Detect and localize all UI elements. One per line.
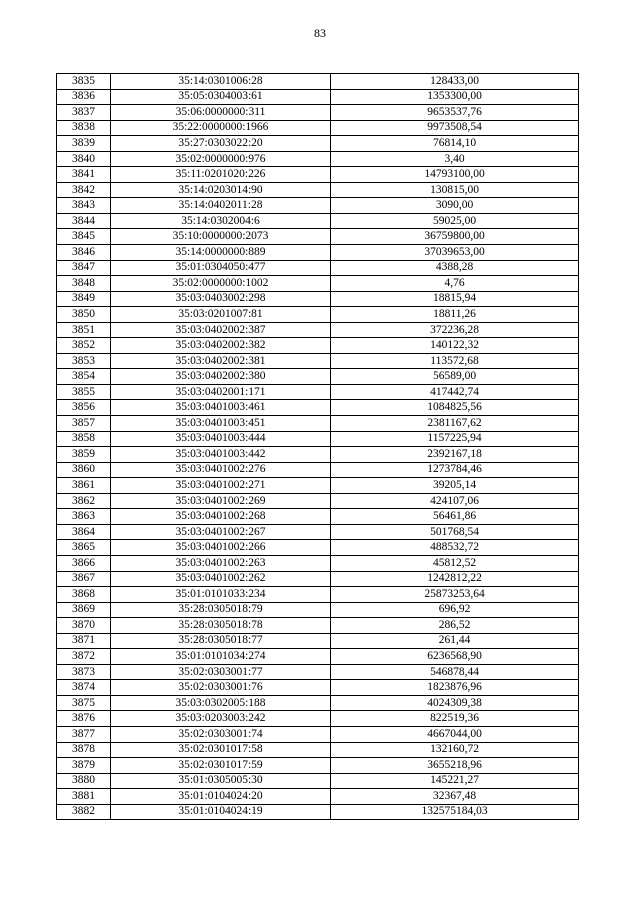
row-number-cell: 3846 bbox=[57, 245, 111, 261]
cadastral-number-cell: 35:02:0303001:74 bbox=[111, 726, 331, 742]
cadastral-number-cell: 35:03:0401002:269 bbox=[111, 493, 331, 509]
table-row bbox=[57, 198, 579, 214]
row-number-cell: 3882 bbox=[57, 804, 111, 820]
cadastral-value-cell: 372236,28 bbox=[331, 322, 579, 338]
cadastral-number-cell: 35:03:0402002:387 bbox=[111, 322, 331, 338]
cadastral-value-cell: 286,52 bbox=[331, 618, 579, 634]
cadastral-number-cell: 35:03:0401002:276 bbox=[111, 462, 331, 478]
row-number-cell: 3851 bbox=[57, 322, 111, 338]
cadastral-value-cell: 424107,06 bbox=[331, 493, 579, 509]
cadastral-number-cell: 35:03:0401003:442 bbox=[111, 447, 331, 463]
cadastral-number-cell: 35:02:0303001:77 bbox=[111, 664, 331, 680]
cadastral-value-cell: 1242812,22 bbox=[331, 571, 579, 587]
cadastral-number-cell: 35:03:0402002:381 bbox=[111, 353, 331, 369]
table-row bbox=[57, 804, 579, 820]
table-row bbox=[57, 493, 579, 509]
cadastral-number-cell: 35:27:0303022:20 bbox=[111, 136, 331, 152]
cadastral-number-cell: 35:03:0402002:382 bbox=[111, 338, 331, 354]
cadastral-number-cell: 35:11:0201020:226 bbox=[111, 167, 331, 183]
row-number-cell: 3844 bbox=[57, 213, 111, 229]
table-row bbox=[57, 649, 579, 665]
cadastral-number-cell: 35:14:0302004:6 bbox=[111, 213, 331, 229]
row-number-cell: 3863 bbox=[57, 509, 111, 525]
table-row bbox=[57, 369, 579, 385]
row-number-cell: 3868 bbox=[57, 587, 111, 603]
page-number: 83 bbox=[314, 26, 326, 40]
cadastral-value-cell: 546878,44 bbox=[331, 664, 579, 680]
row-number-cell: 3842 bbox=[57, 182, 111, 198]
cadastral-value-cell: 261,44 bbox=[331, 633, 579, 649]
row-number-cell: 3877 bbox=[57, 726, 111, 742]
cadastral-value-cell: 145221,27 bbox=[331, 773, 579, 789]
cadastral-number-cell: 35:14:0301006:28 bbox=[111, 74, 331, 90]
table-row bbox=[57, 773, 579, 789]
cadastral-number-cell: 35:03:0402001:171 bbox=[111, 384, 331, 400]
cadastral-value-cell: 1823876,96 bbox=[331, 680, 579, 696]
row-number-cell: 3843 bbox=[57, 198, 111, 214]
table-row bbox=[57, 447, 579, 463]
row-number-cell: 3859 bbox=[57, 447, 111, 463]
table-row bbox=[57, 758, 579, 774]
cadastral-number-cell: 35:01:0104024:19 bbox=[111, 804, 331, 820]
table-row bbox=[57, 695, 579, 711]
cadastral-number-cell: 35:03:0402002:380 bbox=[111, 369, 331, 385]
cadastral-value-cell: 56461,86 bbox=[331, 509, 579, 525]
table-row bbox=[57, 167, 579, 183]
cadastral-number-cell: 35:02:0303001:76 bbox=[111, 680, 331, 696]
cadastral-value-cell: 4667044,00 bbox=[331, 726, 579, 742]
row-number-cell: 3852 bbox=[57, 338, 111, 354]
cadastral-value-cell: 132575184,03 bbox=[331, 804, 579, 820]
row-number-cell: 3873 bbox=[57, 664, 111, 680]
table-row bbox=[57, 291, 579, 307]
row-number-cell: 3879 bbox=[57, 758, 111, 774]
cadastral-value-cell: 2392167,18 bbox=[331, 447, 579, 463]
cadastral-number-cell: 35:02:0000000:1002 bbox=[111, 276, 331, 292]
table-row bbox=[57, 431, 579, 447]
table-row bbox=[57, 151, 579, 167]
cadastral-value-cell: 113572,68 bbox=[331, 353, 579, 369]
row-number-cell: 3876 bbox=[57, 711, 111, 727]
cadastral-value-cell: 4024309,38 bbox=[331, 695, 579, 711]
cadastral-value-cell: 130815,00 bbox=[331, 182, 579, 198]
row-number-cell: 3849 bbox=[57, 291, 111, 307]
cadastral-number-cell: 35:02:0301017:59 bbox=[111, 758, 331, 774]
row-number-cell: 3854 bbox=[57, 369, 111, 385]
table-row bbox=[57, 711, 579, 727]
row-number-cell: 3856 bbox=[57, 400, 111, 416]
row-number-cell: 3845 bbox=[57, 229, 111, 245]
table-row bbox=[57, 478, 579, 494]
cadastral-number-cell: 35:22:0000000:1966 bbox=[111, 120, 331, 136]
cadastral-value-cell: 1273784,46 bbox=[331, 462, 579, 478]
table-row bbox=[57, 89, 579, 105]
cadastral-number-cell: 35:01:0305005:30 bbox=[111, 773, 331, 789]
cadastral-value-cell: 3,40 bbox=[331, 151, 579, 167]
cadastral-value-cell: 3090,00 bbox=[331, 198, 579, 214]
row-number-cell: 3866 bbox=[57, 555, 111, 571]
cadastral-number-cell: 35:03:0201007:81 bbox=[111, 307, 331, 323]
cadastral-value-cell: 128433,00 bbox=[331, 74, 579, 90]
row-number-cell: 3881 bbox=[57, 789, 111, 805]
row-number-cell: 3847 bbox=[57, 260, 111, 276]
table-row bbox=[57, 726, 579, 742]
table-row bbox=[57, 229, 579, 245]
row-number-cell: 3878 bbox=[57, 742, 111, 758]
cadastral-number-cell: 35:14:0402011:28 bbox=[111, 198, 331, 214]
table-row bbox=[57, 384, 579, 400]
cadastral-number-cell: 35:03:0401003:451 bbox=[111, 416, 331, 432]
row-number-cell: 3870 bbox=[57, 618, 111, 634]
row-number-cell: 3853 bbox=[57, 353, 111, 369]
cadastral-number-cell: 35:03:0203003:242 bbox=[111, 711, 331, 727]
cadastral-value-cell: 14793100,00 bbox=[331, 167, 579, 183]
table-row bbox=[57, 462, 579, 478]
cadastral-number-cell: 35:03:0401002:263 bbox=[111, 555, 331, 571]
row-number-cell: 3872 bbox=[57, 649, 111, 665]
cadastral-number-cell: 35:14:0000000:889 bbox=[111, 245, 331, 261]
cadastral-value-cell: 132160,72 bbox=[331, 742, 579, 758]
table-row bbox=[57, 260, 579, 276]
cadastral-value-cell: 3655218,96 bbox=[331, 758, 579, 774]
cadastral-number-cell: 35:01:0104024:20 bbox=[111, 789, 331, 805]
cadastral-value-cell: 18815,94 bbox=[331, 291, 579, 307]
cadastral-number-cell: 35:06:0000000:311 bbox=[111, 105, 331, 121]
cadastral-value-cell: 696,92 bbox=[331, 602, 579, 618]
cadastral-value-cell: 488532,72 bbox=[331, 540, 579, 556]
table-row bbox=[57, 276, 579, 292]
row-number-cell: 3857 bbox=[57, 416, 111, 432]
table-row bbox=[57, 338, 579, 354]
cadastral-number-cell: 35:03:0401002:266 bbox=[111, 540, 331, 556]
row-number-cell: 3861 bbox=[57, 478, 111, 494]
table-body bbox=[57, 74, 579, 820]
table-row bbox=[57, 307, 579, 323]
cadastral-number-cell: 35:28:0305018:78 bbox=[111, 618, 331, 634]
row-number-cell: 3837 bbox=[57, 105, 111, 121]
row-number-cell: 3836 bbox=[57, 89, 111, 105]
row-number-cell: 3840 bbox=[57, 151, 111, 167]
cadastral-value-cell: 45812,52 bbox=[331, 555, 579, 571]
row-number-cell: 3865 bbox=[57, 540, 111, 556]
cadastral-number-cell: 35:03:0401003:461 bbox=[111, 400, 331, 416]
table-row bbox=[57, 509, 579, 525]
cadastral-value-cell: 2381167,62 bbox=[331, 416, 579, 432]
row-number-cell: 3855 bbox=[57, 384, 111, 400]
cadastral-value-cell: 9973508,54 bbox=[331, 120, 579, 136]
cadastral-number-cell: 35:05:0304003:61 bbox=[111, 89, 331, 105]
cadastral-value-cell: 4388,28 bbox=[331, 260, 579, 276]
table-row bbox=[57, 416, 579, 432]
cadastral-value-cell: 56589,00 bbox=[331, 369, 579, 385]
cadastral-value-cell: 32367,48 bbox=[331, 789, 579, 805]
row-number-cell: 3860 bbox=[57, 462, 111, 478]
cadastral-number-cell: 35:03:0401003:444 bbox=[111, 431, 331, 447]
table-row bbox=[57, 245, 579, 261]
table-row bbox=[57, 120, 579, 136]
cadastral-value-cell: 76814,10 bbox=[331, 136, 579, 152]
row-number-cell: 3869 bbox=[57, 602, 111, 618]
cadastral-number-cell: 35:03:0403002:298 bbox=[111, 291, 331, 307]
cadastral-value-cell: 1157225,94 bbox=[331, 431, 579, 447]
table-row bbox=[57, 555, 579, 571]
cadastral-number-cell: 35:01:0101034:274 bbox=[111, 649, 331, 665]
cadastral-value-cell: 9653537,76 bbox=[331, 105, 579, 121]
cadastral-number-cell: 35:28:0305018:79 bbox=[111, 602, 331, 618]
row-number-cell: 3850 bbox=[57, 307, 111, 323]
cadastral-number-cell: 35:03:0302005:188 bbox=[111, 695, 331, 711]
cadastral-value-cell: 37039653,00 bbox=[331, 245, 579, 261]
cadastral-value-cell: 4,76 bbox=[331, 276, 579, 292]
cadastral-value-cell: 25873253,64 bbox=[331, 587, 579, 603]
row-number-cell: 3862 bbox=[57, 493, 111, 509]
table-row bbox=[57, 618, 579, 634]
cadastral-value-cell: 59025,00 bbox=[331, 213, 579, 229]
row-number-cell: 3848 bbox=[57, 276, 111, 292]
row-number-cell: 3864 bbox=[57, 524, 111, 540]
row-number-cell: 3838 bbox=[57, 120, 111, 136]
table-row bbox=[57, 789, 579, 805]
row-number-cell: 3880 bbox=[57, 773, 111, 789]
cadastral-value-cell: 18811,26 bbox=[331, 307, 579, 323]
cadastral-value-cell: 417442,74 bbox=[331, 384, 579, 400]
cadastral-number-cell: 35:03:0401002:271 bbox=[111, 478, 331, 494]
row-number-cell: 3874 bbox=[57, 680, 111, 696]
row-number-cell: 3841 bbox=[57, 167, 111, 183]
cadastral-value-cell: 36759800,00 bbox=[331, 229, 579, 245]
cadastral-value-cell: 1084825,56 bbox=[331, 400, 579, 416]
cadastral-number-cell: 35:02:0000000:976 bbox=[111, 151, 331, 167]
row-number-cell: 3835 bbox=[57, 74, 111, 90]
cadastral-number-cell: 35:28:0305018:77 bbox=[111, 633, 331, 649]
table-row bbox=[57, 400, 579, 416]
cadastral-number-cell: 35:03:0401002:267 bbox=[111, 524, 331, 540]
row-number-cell: 3875 bbox=[57, 695, 111, 711]
table-row bbox=[57, 74, 579, 90]
cadastral-number-cell: 35:02:0301017:58 bbox=[111, 742, 331, 758]
cadastral-number-cell: 35:01:0304050:477 bbox=[111, 260, 331, 276]
table-row bbox=[57, 353, 579, 369]
cadastral-value-table bbox=[56, 73, 579, 820]
table-row bbox=[57, 524, 579, 540]
table-row bbox=[57, 213, 579, 229]
cadastral-number-cell: 35:01:0101033:234 bbox=[111, 587, 331, 603]
table-row bbox=[57, 602, 579, 618]
cadastral-value-cell: 501768,54 bbox=[331, 524, 579, 540]
table-row bbox=[57, 322, 579, 338]
cadastral-value-cell: 140122,32 bbox=[331, 338, 579, 354]
table-row bbox=[57, 633, 579, 649]
row-number-cell: 3839 bbox=[57, 136, 111, 152]
table-row bbox=[57, 182, 579, 198]
cadastral-number-cell: 35:03:0401002:262 bbox=[111, 571, 331, 587]
table-row bbox=[57, 540, 579, 556]
cadastral-value-cell: 1353300,00 bbox=[331, 89, 579, 105]
table-row bbox=[57, 136, 579, 152]
table-row bbox=[57, 571, 579, 587]
table-row bbox=[57, 680, 579, 696]
row-number-cell: 3858 bbox=[57, 431, 111, 447]
table-row bbox=[57, 664, 579, 680]
row-number-cell: 3867 bbox=[57, 571, 111, 587]
cadastral-number-cell: 35:14:0203014:90 bbox=[111, 182, 331, 198]
cadastral-value-cell: 822519,36 bbox=[331, 711, 579, 727]
cadastral-value-cell: 6236568,90 bbox=[331, 649, 579, 665]
table-row bbox=[57, 742, 579, 758]
row-number-cell: 3871 bbox=[57, 633, 111, 649]
cadastral-value-cell: 39205,14 bbox=[331, 478, 579, 494]
table-row bbox=[57, 587, 579, 603]
cadastral-number-cell: 35:03:0401002:268 bbox=[111, 509, 331, 525]
cadastral-number-cell: 35:10:0000000:2073 bbox=[111, 229, 331, 245]
table-row bbox=[57, 105, 579, 121]
